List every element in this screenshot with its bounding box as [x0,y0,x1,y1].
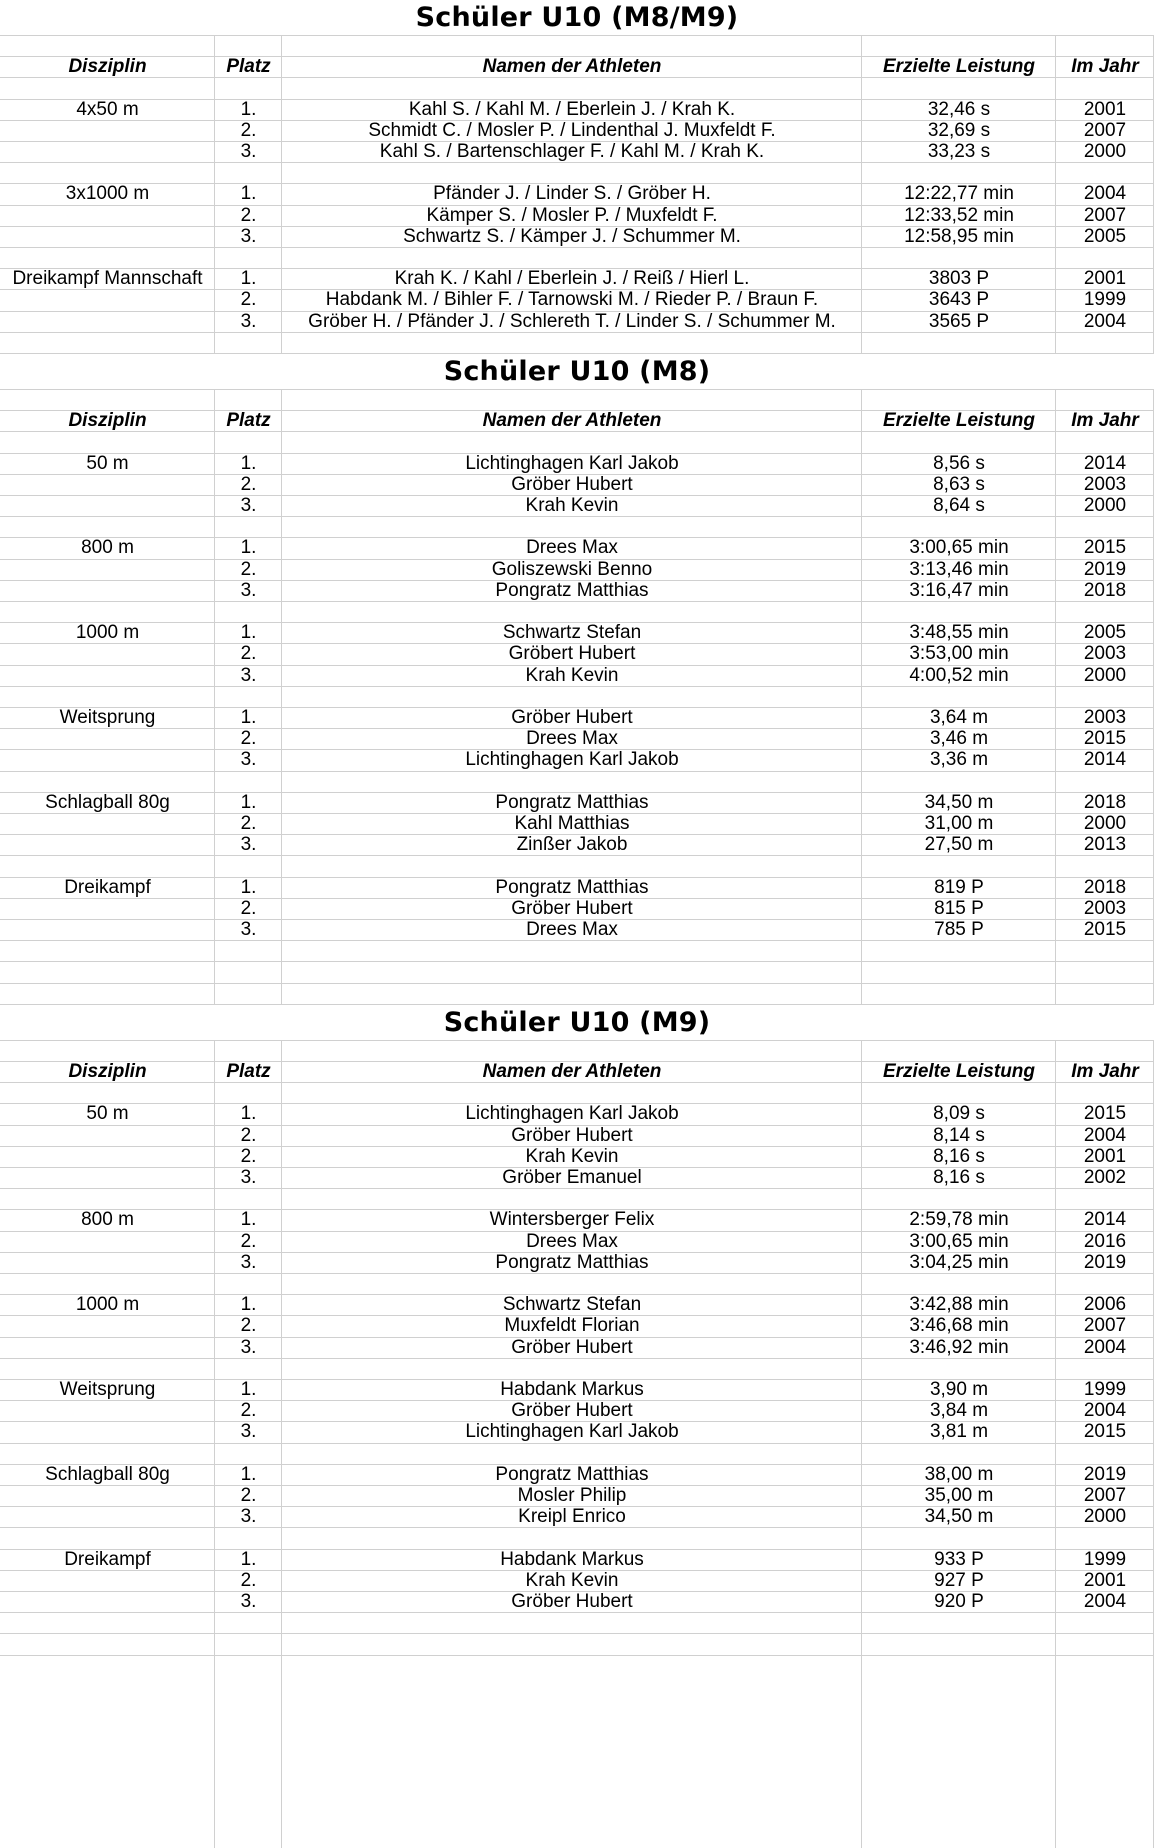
result-cell: 933 P [934,1548,984,1570]
year-cell: 1999 [1083,1379,1127,1401]
result-cell: 3,64 m [929,707,989,729]
result-cell: 3803 P [928,268,990,290]
year-cell: 2003 [1083,473,1127,495]
result-cell: 3,81 m [929,1421,989,1443]
athletes-cell: Gröber Hubert [511,1336,633,1358]
athletes-cell: Pongratz Matthias [495,791,649,813]
header-year: Im Jahr [1071,410,1139,432]
section-m8-m9-title-row [0,0,1154,36]
athletes-cell: Gröbert Hubert [508,643,636,665]
section-m8-title-row [0,354,1154,390]
athletes-cell: Goliszewski Benno [491,558,653,580]
result-cell: 31,00 m [924,813,994,835]
year-cell: 2000 [1083,813,1127,835]
table-row [0,1401,1154,1422]
table-row [0,878,1154,899]
table-row [0,454,1154,475]
table-row [0,793,1154,814]
place-cell: 1. [240,791,257,813]
table-row [0,1295,1154,1316]
table-row [0,623,1154,644]
year-cell: 2003 [1083,897,1127,919]
place-cell: 2. [240,558,257,580]
athletes-cell: Lichtinghagen Karl Jakob [465,749,679,771]
table-row [0,1253,1154,1274]
table-row [0,312,1154,333]
year-cell: 2015 [1083,537,1127,559]
place-cell: 2. [240,473,257,495]
blank-row [0,1041,1154,1062]
header-year: Im Jahr [1071,1061,1139,1083]
athletes-cell: Habdank Markus [500,1548,644,1570]
year-cell: 2007 [1083,204,1127,226]
athletes-cell: Muxfeldt Florian [504,1315,640,1337]
year-cell: 2015 [1083,1103,1127,1125]
result-cell: 3:16,47 min [909,579,1009,601]
table-row [0,581,1154,602]
athletes-cell: Schwartz Stefan [502,1294,642,1316]
table-row [0,269,1154,290]
header-result: Erzielte Leistung [882,410,1036,432]
header-result: Erzielte Leistung [882,56,1036,78]
year-cell: 2000 [1083,1506,1127,1528]
table-row [0,750,1154,771]
place-cell: 1. [240,707,257,729]
place-cell: 3. [240,141,257,163]
table-row [0,666,1154,687]
athletes-cell: Pfänder J. / Linder S. / Gröber H. [433,183,711,205]
table-row [0,1507,1154,1528]
table-row [0,1168,1154,1189]
athletes-cell: Krah Kevin [525,1145,619,1167]
table-row [0,227,1154,248]
place-cell: 3. [240,495,257,517]
blank-row [0,78,1154,99]
discipline-cell: 3x1000 m [65,183,150,205]
result-cell: 3:13,46 min [909,558,1009,580]
table-row [0,1465,1154,1486]
table-row [0,290,1154,311]
place-cell: 1. [240,452,257,474]
header-row [0,1062,1154,1083]
place-cell: 2. [240,1315,257,1337]
place-cell: 2. [240,1124,257,1146]
athletes-cell: Gröber H. / Pfänder J. / Schlereth T. / Linder S. / Schummer M. [308,310,836,332]
blank-row [0,941,1154,962]
place-cell: 3. [240,919,257,941]
year-cell: 2019 [1083,1463,1127,1485]
result-cell: 27,50 m [924,834,994,856]
header-discipline: Disziplin [68,56,147,78]
blank-row [0,517,1154,538]
athletes-cell: Lichtinghagen Karl Jakob [465,1103,679,1125]
athletes-cell: Gröber Hubert [511,1124,633,1146]
athletes-cell: Drees Max [526,537,618,559]
discipline-cell: 50 m [86,1103,129,1125]
athletes-cell: Krah Kevin [525,664,619,686]
discipline-cell: Schlagball 80g [45,1463,170,1485]
place-cell: 1. [240,1103,257,1125]
athletes-cell: Krah Kevin [525,1569,619,1591]
year-cell: 2007 [1083,1315,1127,1337]
discipline-cell: 800 m [81,1209,134,1231]
year-cell: 1999 [1083,1548,1127,1570]
athletes-cell: Gröber Hubert [511,707,633,729]
year-cell: 2004 [1083,1336,1127,1358]
blank-row [0,1613,1154,1634]
result-cell: 4:00,52 min [909,664,1009,686]
place-cell: 3. [240,1251,257,1273]
result-cell: 927 P [934,1569,984,1591]
result-cell: 38,00 m [924,1463,994,1485]
place-cell: 1. [240,537,257,559]
table-row [0,814,1154,835]
result-cell: 32,69 s [927,119,991,141]
athletes-cell: Kahl S. / Bartenschlager F. / Kahl M. / Krah K. [379,141,765,163]
discipline-cell: 1000 m [75,622,140,644]
result-cell: 3:42,88 min [909,1294,1009,1316]
place-cell: 2. [240,643,257,665]
athletes-cell: Kreipl Enrico [518,1506,626,1528]
athletes-cell: Pongratz Matthias [495,1463,649,1485]
athletes-cell: Schwartz S. / Kämper J. / Schummer M. [403,225,741,247]
place-cell: 2. [240,1230,257,1252]
year-cell: 2001 [1083,1145,1127,1167]
result-cell: 3,36 m [929,749,989,771]
table-row [0,100,1154,121]
athletes-cell: Krah Kevin [525,495,619,517]
year-cell: 2001 [1083,1569,1127,1591]
table-row [0,1210,1154,1231]
result-cell: 32,46 s [927,98,991,120]
result-cell: 3:04,25 min [909,1251,1009,1273]
result-cell: 3:48,55 min [909,622,1009,644]
year-cell: 2004 [1083,1400,1127,1422]
table-row [0,729,1154,750]
place-cell: 3. [240,1506,257,1528]
athletes-cell: Schwartz Stefan [502,622,642,644]
result-cell: 2:59,78 min [909,1209,1009,1231]
year-cell: 2005 [1083,225,1127,247]
place-cell: 3. [240,1421,257,1443]
place-cell: 2. [240,119,257,141]
result-cell: 33,23 s [927,141,991,163]
blank-row [0,163,1154,184]
table-row [0,1486,1154,1507]
discipline-cell: Schlagball 80g [45,791,170,813]
table-row [0,206,1154,227]
place-cell: 2. [240,1145,257,1167]
header-athletes: Namen der Athleten [482,1061,662,1083]
header-discipline: Disziplin [68,410,147,432]
athletes-cell: Drees Max [526,919,618,941]
table-row [0,1104,1154,1125]
athletes-cell: Krah K. / Kahl / Eberlein J. / Reiß / Hierl L. [394,268,750,290]
table-row [0,1422,1154,1443]
discipline-cell: 1000 m [75,1294,140,1316]
athletes-cell: Lichtinghagen Karl Jakob [465,452,679,474]
table-row [0,708,1154,729]
place-cell: 3. [240,579,257,601]
header-athletes: Namen der Athleten [482,410,662,432]
year-cell: 2019 [1083,1251,1127,1273]
blank-row [0,602,1154,623]
table-row [0,1316,1154,1337]
blank-row [0,1634,1154,1655]
result-cell: 3:00,65 min [909,1230,1009,1252]
discipline-cell: Dreikampf [64,1548,151,1570]
blank-row [0,1189,1154,1210]
result-cell: 12:58,95 min [904,225,1014,247]
place-cell: 2. [240,897,257,919]
year-cell: 2004 [1083,183,1127,205]
blank-row [0,1528,1154,1549]
discipline-cell: Dreikampf Mannschaft [12,268,203,290]
year-cell: 2000 [1083,495,1127,517]
place-cell: 3. [240,834,257,856]
header-row [0,411,1154,432]
result-cell: 3:46,68 min [909,1315,1009,1337]
discipline-cell: Dreikampf [64,876,151,898]
result-cell: 12:22,77 min [904,183,1014,205]
year-cell: 2000 [1083,141,1127,163]
table-row [0,644,1154,665]
athletes-cell: Pongratz Matthias [495,1251,649,1273]
year-cell: 2015 [1083,1421,1127,1443]
year-cell: 2014 [1083,1209,1127,1231]
place-cell: 1. [240,1548,257,1570]
place-cell: 3. [240,664,257,686]
table-row [0,899,1154,920]
athletes-cell: Habdank M. / Bihler F. / Tarnowski M. / Rieder P. / Braun F. [325,289,819,311]
blank-row [0,1274,1154,1295]
year-cell: 2019 [1083,558,1127,580]
blank-row [0,1359,1154,1380]
year-cell: 2014 [1083,749,1127,771]
blank-row [0,984,1154,1005]
discipline-cell: Weitsprung [59,1379,156,1401]
header-place: Platz [226,1061,271,1083]
result-cell: 3,90 m [929,1379,989,1401]
year-cell: 1999 [1083,289,1127,311]
year-cell: 2003 [1083,643,1127,665]
athletes-cell: Kahl Matthias [514,813,630,835]
result-cell: 35,00 m [924,1485,994,1507]
discipline-cell: 800 m [81,537,134,559]
place-cell: 2. [240,289,257,311]
result-cell: 8,56 s [933,452,985,474]
result-cell: 3:46,92 min [909,1336,1009,1358]
table-row [0,1550,1154,1571]
athletes-cell: Wintersberger Felix [489,1209,655,1231]
place-cell: 1. [240,268,257,290]
athletes-cell: Lichtinghagen Karl Jakob [465,1421,679,1443]
place-cell: 3. [240,1336,257,1358]
place-cell: 1. [240,876,257,898]
result-cell: 8,63 s [933,473,985,495]
place-cell: 3. [240,1591,257,1613]
table-row [0,1147,1154,1168]
table-row [0,184,1154,205]
result-cell: 920 P [934,1591,984,1613]
table-row [0,1571,1154,1592]
table-row [0,496,1154,517]
table-row [0,1592,1154,1613]
result-cell: 3,46 m [929,728,989,750]
table-row [0,1126,1154,1147]
blank-row [0,772,1154,793]
place-cell: 1. [240,183,257,205]
year-cell: 2015 [1083,728,1127,750]
blank-row [0,36,1154,57]
year-cell: 2013 [1083,834,1127,856]
year-cell: 2004 [1083,1591,1127,1613]
result-cell: 34,50 m [924,791,994,813]
header-row [0,57,1154,78]
result-cell: 3:00,65 min [909,537,1009,559]
year-cell: 2000 [1083,664,1127,686]
place-cell: 2. [240,728,257,750]
year-cell: 2018 [1083,876,1127,898]
header-result: Erzielte Leistung [882,1061,1036,1083]
header-discipline: Disziplin [68,1061,147,1083]
section-title: Schüler U10 (M8) [443,356,711,387]
table-row [0,475,1154,496]
place-cell: 2. [240,204,257,226]
athletes-cell: Habdank Markus [500,1379,644,1401]
athletes-cell: Gröber Hubert [511,897,633,919]
place-cell: 1. [240,622,257,644]
year-cell: 2006 [1083,1294,1127,1316]
result-cell: 8,16 s [933,1145,985,1167]
place-cell: 2. [240,813,257,835]
result-cell: 8,16 s [933,1167,985,1189]
athletes-cell: Mosler Philip [517,1485,627,1507]
result-cell: 815 P [934,897,984,919]
place-cell: 2. [240,1400,257,1422]
section-m9-title-row [0,1005,1154,1041]
blank-row [0,1083,1154,1104]
year-cell: 2007 [1083,119,1127,141]
section-title: Schüler U10 (M9) [443,1006,711,1038]
athletes-cell: Pongratz Matthias [495,579,649,601]
place-cell: 3. [240,225,257,247]
athletes-cell: Schmidt C. / Mosler P. / Lindenthal J. Muxfeldt F. [368,119,776,141]
discipline-cell: Weitsprung [59,707,156,729]
place-cell: 1. [240,98,257,120]
table-row [0,1232,1154,1253]
year-cell: 2004 [1083,310,1127,332]
athletes-cell: Gröber Emanuel [502,1167,642,1189]
place-cell: 3. [240,1167,257,1189]
year-cell: 2018 [1083,791,1127,813]
year-cell: 2002 [1083,1167,1127,1189]
year-cell: 2015 [1083,919,1127,941]
result-cell: 819 P [934,876,984,898]
place-cell: 3. [240,749,257,771]
place-cell: 3. [240,310,257,332]
table-row [0,1380,1154,1401]
year-cell: 2004 [1083,1124,1127,1146]
blank-row [0,390,1154,411]
discipline-cell: 4x50 m [76,98,139,120]
blank-row [0,1444,1154,1465]
athletes-cell: Pongratz Matthias [495,876,649,898]
table-row [0,560,1154,581]
athletes-cell: Gröber Hubert [511,473,633,495]
result-cell: 8,09 s [933,1103,985,1125]
blank-row [0,248,1154,269]
place-cell: 1. [240,1379,257,1401]
discipline-cell: 50 m [86,452,129,474]
place-cell: 2. [240,1485,257,1507]
table-row [0,835,1154,856]
result-cell: 3:53,00 min [909,643,1009,665]
year-cell: 2007 [1083,1485,1127,1507]
table-row [0,920,1154,941]
result-cell: 8,64 s [933,495,985,517]
year-cell: 2001 [1083,268,1127,290]
athletes-cell: Zinßer Jakob [516,834,628,856]
result-cell: 8,14 s [933,1124,985,1146]
blank-row [0,856,1154,877]
blank-row [0,432,1154,453]
year-cell: 2005 [1083,622,1127,644]
blank-row [0,333,1154,354]
place-cell: 1. [240,1463,257,1485]
place-cell: 1. [240,1209,257,1231]
blank-row [0,962,1154,983]
athletes-cell: Kahl S. / Kahl M. / Eberlein J. / Krah K. [408,98,736,120]
athletes-cell: Drees Max [526,1230,618,1252]
blank-row [0,687,1154,708]
athletes-cell: Gröber Hubert [511,1400,633,1422]
section-title: Schüler U10 (M8/M9) [415,2,739,33]
result-cell: 3643 P [928,289,990,311]
header-athletes: Namen der Athleten [482,56,662,78]
year-cell: 2016 [1083,1230,1127,1252]
athletes-cell: Kämper S. / Mosler P. / Muxfeldt F. [426,204,718,226]
result-cell: 785 P [934,919,984,941]
year-cell: 2014 [1083,452,1127,474]
result-cell: 3,84 m [929,1400,989,1422]
athletes-cell: Gröber Hubert [511,1591,633,1613]
table-row [0,121,1154,142]
year-cell: 2001 [1083,98,1127,120]
header-place: Platz [226,56,271,78]
table-row [0,142,1154,163]
result-cell: 34,50 m [924,1506,994,1528]
year-cell: 2003 [1083,707,1127,729]
place-cell: 2. [240,1569,257,1591]
athletes-cell: Drees Max [526,728,618,750]
table-row [0,538,1154,559]
table-row [0,1338,1154,1359]
result-cell: 3565 P [928,310,990,332]
header-place: Platz [226,410,271,432]
result-cell: 12:33,52 min [904,204,1014,226]
header-year: Im Jahr [1071,56,1139,78]
place-cell: 1. [240,1294,257,1316]
year-cell: 2018 [1083,579,1127,601]
